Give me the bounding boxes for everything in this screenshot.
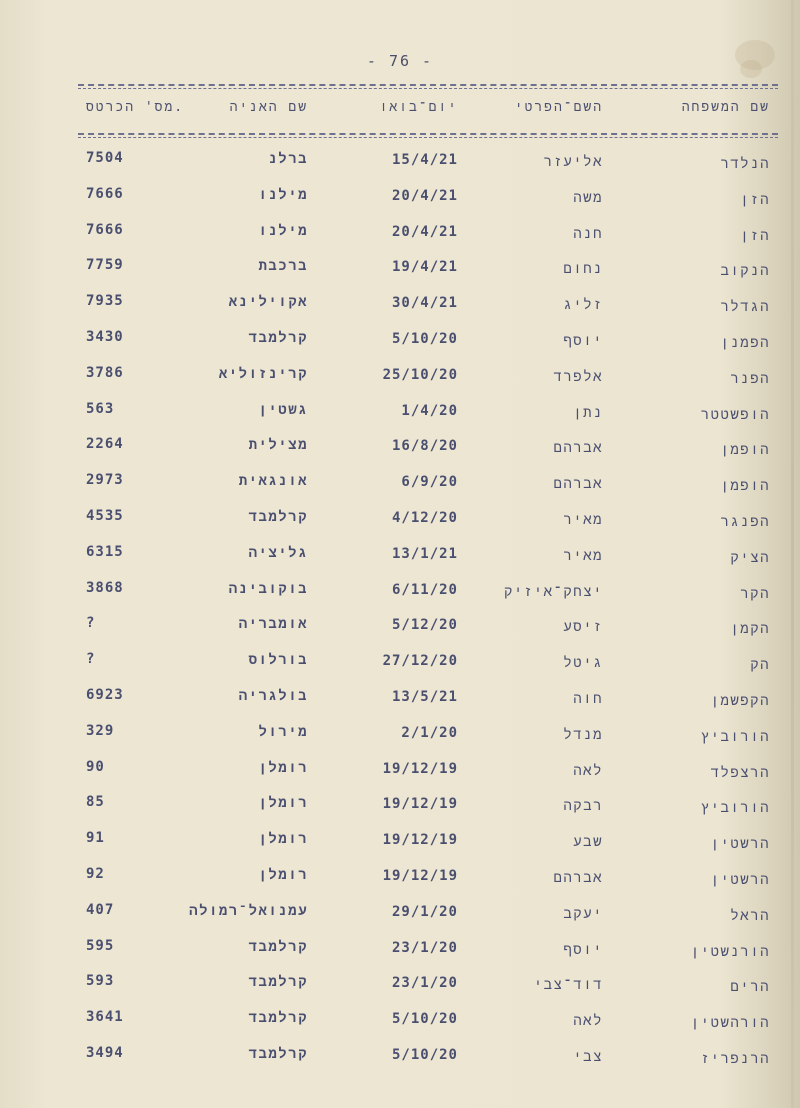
table-row — [78, 470, 778, 506]
table-row — [78, 721, 778, 757]
arrival-date-cell: 15/4/21 — [391, 152, 458, 168]
family-name-cell: הראל — [730, 907, 770, 924]
ship-name-cell: קרלמבד — [248, 1010, 308, 1027]
first-name-cell: רבקה — [563, 798, 603, 815]
first-name-cell: מנדל — [563, 726, 603, 743]
card-number-cell: 6923 — [86, 686, 124, 703]
card-number-cell: 90 — [86, 758, 105, 775]
family-name-cell: הרים — [730, 979, 770, 996]
family-name-cell: הקפשמן — [710, 692, 770, 709]
arrival-date-cell: 25/10/20 — [382, 366, 458, 383]
header-family-name: שם המשפחה — [681, 100, 770, 115]
ship-name-cell: אומבריה — [238, 616, 308, 633]
arrival-date-cell: 2/1/20 — [401, 724, 458, 741]
table-row — [78, 255, 778, 291]
arrival-date-cell: 13/1/21 — [391, 545, 458, 562]
arrival-date-cell: 5/12/20 — [391, 617, 458, 634]
family-name-cell: הופמן — [720, 442, 770, 459]
first-name-cell: דוד־צבי — [533, 977, 603, 994]
arrival-date-cell: 16/8/20 — [391, 438, 458, 455]
ship-name-cell: אקוילינא — [228, 294, 308, 311]
ship-name-cell: מילנו — [258, 186, 308, 203]
arrival-date-cell: 29/1/20 — [391, 903, 458, 920]
first-name-cell: משה — [573, 189, 603, 206]
table-row — [78, 578, 778, 614]
arrival-date-cell: 23/1/20 — [391, 975, 458, 992]
arrival-date-cell: 20/4/21 — [391, 187, 458, 204]
card-number-cell: ? — [86, 615, 96, 632]
ship-name-cell: קרלמבד — [248, 938, 308, 955]
family-name-cell: הזן — [740, 227, 770, 244]
ship-name-cell: עמנואל־רמולה — [189, 902, 308, 919]
ship-name-cell: מילנו — [258, 222, 308, 239]
ship-name-cell: בולגריה — [238, 687, 308, 704]
family-name-cell: הפנר — [730, 370, 770, 387]
arrival-date-cell: 19/12/19 — [382, 796, 458, 813]
table-row — [78, 434, 778, 470]
header-arrival-date: יום־בואו — [379, 100, 458, 115]
arrival-date-cell: 5/10/20 — [391, 330, 458, 347]
family-name-cell: הציק — [730, 549, 770, 566]
family-name-cell: הורנשטין — [690, 943, 770, 960]
first-name-cell: זיסע — [563, 619, 603, 636]
family-name-cell: הקר — [740, 585, 770, 602]
table-row — [78, 613, 778, 649]
family-name-cell: הורוביץ — [700, 800, 770, 817]
family-name-cell: הורהשטין — [690, 1015, 770, 1032]
ship-name-cell: מצילית — [248, 437, 308, 454]
card-number-cell: 593 — [86, 973, 115, 990]
family-name-cell: הקמן — [730, 621, 770, 638]
card-number-cell: 3868 — [86, 579, 124, 596]
ship-name-cell: גליציה — [248, 544, 308, 561]
first-name-cell: גיטל — [563, 655, 603, 672]
card-number-cell: 91 — [86, 830, 105, 847]
arrival-date-cell: 23/1/20 — [391, 939, 458, 956]
card-number-cell: 2973 — [86, 472, 124, 489]
table-row — [78, 649, 778, 685]
arrival-date-cell: 27/12/20 — [382, 653, 458, 670]
card-number-cell: 3786 — [86, 364, 124, 381]
table-row — [78, 1007, 778, 1043]
arrival-date-cell: 19/12/19 — [382, 760, 458, 777]
family-name-cell: הרשטין — [710, 836, 770, 853]
table-row — [78, 327, 778, 363]
table-row — [78, 291, 778, 327]
family-name-cell: הזן — [740, 191, 770, 208]
header-first-name: השם־הפרטי — [514, 100, 603, 115]
first-name-cell: מאיר — [563, 547, 603, 564]
table-header — [78, 100, 778, 124]
card-number-cell: 7666 — [86, 185, 124, 202]
family-name-cell: הרנפריז — [700, 1050, 770, 1067]
family-name-cell: הרצפלד — [710, 764, 770, 781]
first-name-cell: נחום — [563, 261, 603, 278]
first-name-cell: חנה — [573, 225, 603, 242]
ship-name-cell: קרלמבד — [248, 508, 308, 525]
table-row — [78, 184, 778, 220]
table-row — [78, 828, 778, 864]
card-number-cell: 85 — [86, 794, 105, 811]
arrival-date-cell: 5/10/20 — [391, 1046, 458, 1063]
header-rule-bottom-inner — [78, 137, 778, 138]
card-number-cell: 3641 — [86, 1009, 124, 1026]
first-name-cell: אליעזר — [543, 154, 603, 170]
table-row — [78, 506, 778, 542]
table-row — [78, 148, 778, 184]
ship-name-cell: ברכבת — [258, 258, 308, 275]
arrival-date-cell: 5/10/20 — [391, 1011, 458, 1028]
header-ship-name: שם האניה — [229, 100, 308, 115]
first-name-cell: אלפרד — [553, 368, 603, 385]
card-number-cell: 7759 — [86, 257, 124, 274]
ship-name-cell: רומלן — [258, 795, 308, 812]
first-name-cell: נתן — [573, 404, 603, 421]
first-name-cell: לאה — [573, 762, 603, 779]
page-number: - 76 - — [366, 52, 434, 70]
card-number-cell: 595 — [86, 937, 115, 954]
arrival-date-cell: 19/4/21 — [391, 259, 458, 276]
first-name-cell: זליג — [563, 297, 603, 314]
card-number-cell: 92 — [86, 865, 105, 882]
ship-name-cell: בוקובינה — [228, 580, 308, 597]
first-name-cell: אברהם — [553, 869, 603, 886]
card-number-cell: 329 — [86, 722, 115, 739]
ship-name-cell: בורלוס — [248, 652, 308, 669]
family-name-cell: הפנגר — [720, 513, 770, 530]
ship-name-cell: ברלנ — [268, 151, 308, 167]
arrival-date-cell: 30/4/21 — [391, 295, 458, 312]
first-name-cell: לאה — [573, 1013, 603, 1030]
arrival-date-cell: 1/4/20 — [401, 402, 458, 419]
arrival-date-cell: 19/12/19 — [382, 832, 458, 849]
ship-name-cell: קרלמבד — [248, 974, 308, 991]
first-name-cell: יוסף — [563, 941, 603, 958]
card-number-cell: 563 — [86, 400, 115, 417]
table-row — [78, 220, 778, 256]
table-row — [78, 542, 778, 578]
card-number-cell: 4535 — [86, 507, 124, 524]
ship-name-cell: קרלמבד — [248, 329, 308, 346]
ship-name-cell: רומלן — [258, 759, 308, 776]
arrival-date-cell: 6/11/20 — [391, 581, 458, 598]
table-row — [78, 936, 778, 972]
table-row — [78, 900, 778, 936]
first-name-cell: יעקב — [563, 905, 603, 922]
ship-name-cell: קרלמבד — [248, 1045, 308, 1062]
first-name-cell: אברהם — [553, 440, 603, 457]
first-name-cell: יצחק־איזיק — [503, 583, 603, 600]
ship-name-cell: רומלן — [258, 866, 308, 883]
family-name-cell: הגדלר — [720, 299, 770, 316]
family-name-cell: הורוביץ — [700, 728, 770, 745]
page-fold — [791, 0, 794, 1108]
family-name-cell: הופשטטר — [700, 406, 770, 423]
card-number-cell: 7935 — [86, 293, 124, 310]
table-row — [78, 399, 778, 435]
family-name-cell: הרשטין — [710, 871, 770, 888]
table-row — [78, 792, 778, 828]
ship-name-cell: גשטין — [258, 401, 308, 418]
first-name-cell: חוה — [573, 690, 603, 707]
header-rule-bottom — [78, 133, 778, 135]
ship-name-cell: מירול — [258, 723, 308, 740]
first-name-cell: אברהם — [553, 476, 603, 493]
family-name-cell: הנלדר — [720, 156, 770, 172]
table-row — [78, 1043, 778, 1079]
table-row — [78, 363, 778, 399]
first-name-cell: שבע — [573, 834, 603, 851]
ship-name-cell: אונגאית — [238, 473, 308, 490]
arrival-date-cell: 13/5/21 — [391, 688, 458, 705]
card-number-cell: 6315 — [86, 543, 124, 560]
family-name-cell: הפמנן — [720, 334, 770, 351]
ship-name-cell: קרינזוליא — [218, 365, 308, 382]
table-row — [78, 864, 778, 900]
first-name-cell: יוסף — [563, 332, 603, 349]
table-row — [78, 757, 778, 793]
card-number-cell: 3430 — [86, 328, 124, 345]
arrival-date-cell: 6/9/20 — [401, 474, 458, 491]
table-body — [78, 148, 778, 1079]
table-row — [78, 971, 778, 1007]
first-name-cell: מאיר — [563, 511, 603, 528]
card-number-cell: ? — [86, 651, 96, 668]
arrival-date-cell: 20/4/21 — [391, 223, 458, 240]
first-name-cell: צבי — [573, 1048, 603, 1065]
card-number-cell: 407 — [86, 901, 115, 918]
header-rule-top-inner — [78, 88, 778, 89]
ship-name-cell: רומלן — [258, 831, 308, 848]
family-name-cell: הנקוב — [720, 263, 770, 280]
card-number-cell: 3494 — [86, 1044, 124, 1061]
arrival-date-cell: 4/12/20 — [391, 509, 458, 526]
card-number-cell: 2264 — [86, 436, 124, 453]
table-row — [78, 685, 778, 721]
card-number-cell: 7666 — [86, 221, 124, 238]
header-card-number: מס' הכרטס. — [86, 100, 185, 115]
card-number-cell: 7504 — [86, 150, 124, 166]
header-rule-top — [78, 84, 778, 86]
family-name-cell: הק — [750, 657, 770, 674]
family-name-cell: הופמן — [720, 478, 770, 495]
arrival-date-cell: 19/12/19 — [382, 867, 458, 884]
